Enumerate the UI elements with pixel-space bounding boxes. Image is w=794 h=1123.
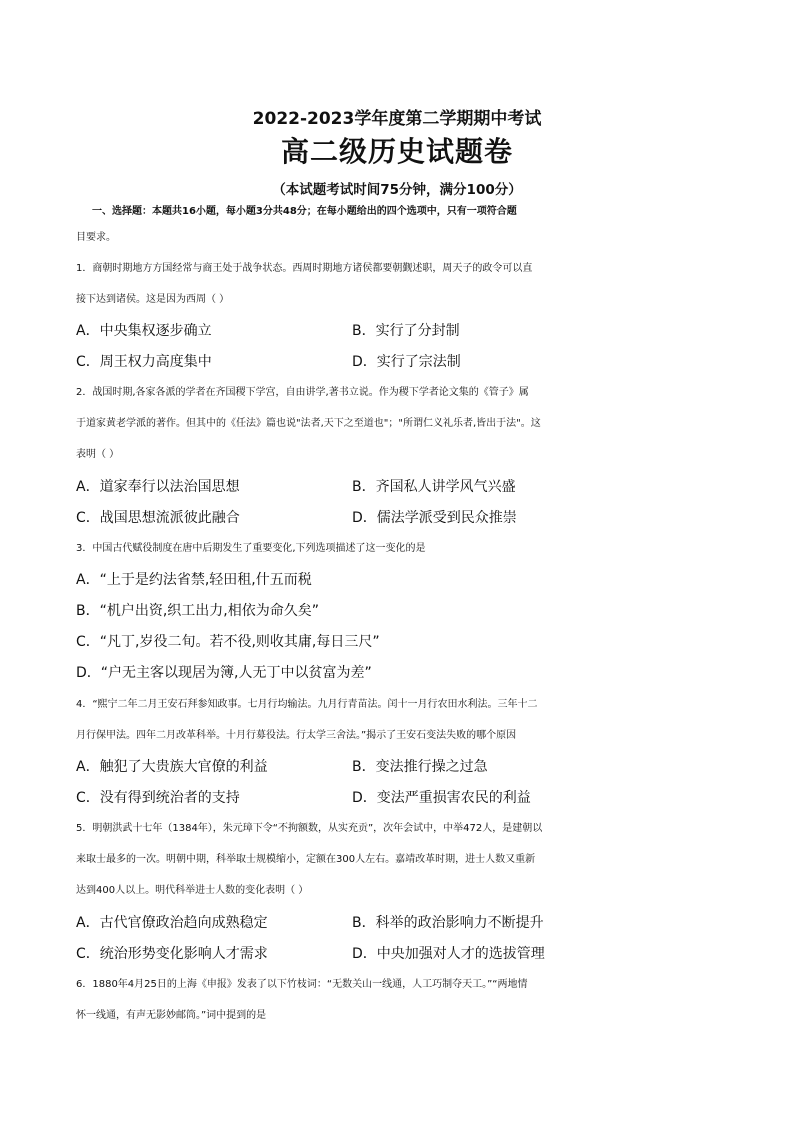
question-5-line-2: 来取士最多的一次。明朝中期，科举取士规模缩小，定额在300人左右。嘉靖改革时期，进士人数又重新 [76, 854, 536, 865]
section-instruction-line-1: 一、选择题：本题共16小题，每小题3分共48分；在每小题给出的四个选项中，只有一项符合题 [92, 206, 517, 217]
question-1-line-1: 1．商朝时期地方方国经常与商王处于战争状态。西周时期地方诸侯都要朝觐述职，周天子的政令可以直 [76, 263, 533, 274]
question-4-line-2: 月行保甲法。四年二月改革科举。十月行募役法。行太学三舍法。”揭示了王安石变法失败的哪个原因 [76, 730, 517, 741]
question-6-line-1: 6．1880年4月25日的上海《申报》发表了以下竹枝词：“无数关山一线通，人工巧制夺天工。”“两地情 [76, 979, 528, 990]
question-1-option-d: D．实行了宗法制 [352, 354, 461, 370]
question-4-option-d: D．变法严重损害农民的利益 [352, 790, 531, 806]
question-3-option-b: B．“机户出资,织工出力,相依为命久矣” [76, 603, 320, 619]
question-3-option-c: C．“凡丁,岁役二旬。若不役,则收其庸,每日三尺” [76, 634, 380, 650]
question-1-line-2: 接下达到诸侯。这是因为西周（ ） [76, 294, 230, 305]
question-5-line-1: 5．明朝洪武十七年（1384年），朱元璋下令“不拘额数，从实充贡”，次年会试中，中举472人，是建朝以 [76, 823, 543, 834]
question-5-line-3: 达到400人以上。明代科举进士人数的变化表明（ ） [76, 885, 309, 896]
exam-subtitle: 高二级历史试题卷 [280, 135, 513, 168]
question-1-option-b: B．实行了分封制 [352, 323, 460, 339]
question-2-option-d: D．儒法学派受到民众推崇 [352, 510, 517, 526]
question-2-option-c: C．战国思想流派彼此融合 [76, 510, 240, 526]
question-2-line-2: 于道家黄老学派的著作。但其中的《任法》篇也说"法者,天下之至道也"；"所谓仁义礼乐者,皆出于法"。这 [76, 418, 541, 429]
question-5-option-c: C．统治形势变化影响人才需求 [76, 946, 268, 962]
question-4-option-b: B．变法推行操之过急 [352, 759, 488, 775]
question-1-option-c: C．周王权力高度集中 [76, 354, 212, 370]
question-2-line-3: 表明（ ） [76, 449, 120, 460]
question-4-option-a: A．触犯了大贵族大官僚的利益 [76, 759, 268, 775]
exam-note: （本试题考试时间75分钟，满分100分） [272, 182, 522, 198]
question-2-option-a: A．道家奉行以法治国思想 [76, 479, 240, 495]
question-6-line-2: 怀一线通，有声无影妙邮筒。”词中提到的是 [76, 1010, 267, 1021]
question-2-option-b: B．齐国私人讲学风气兴盛 [352, 479, 516, 495]
question-2-line-1: 2．战国时期,各家各派的学者在齐国稷下学宫，自由讲学,著书立说。作为稷下学者论文集的《管子》属 [76, 387, 529, 398]
exam-title: 2022-2023学年度第二学期期中考试 [252, 109, 542, 129]
question-3-line-1: 3．中国古代赋役制度在唐中后期发生了重要变化,下列选项描述了这一变化的是 [76, 543, 426, 554]
question-4-line-1: 4．“熙宁二年二月王安石拜参知政事。七月行均输法。九月行青苗法。闰十一月行农田水利法。三年十二 [76, 699, 538, 710]
question-3-option-a: A．“上于是约法省禁,轻田租,什五而税 [76, 572, 312, 588]
question-5-option-a: A．古代官僚政治趋向成熟稳定 [76, 915, 268, 931]
question-4-option-c: C．没有得到统治者的支持 [76, 790, 240, 806]
question-5-option-b: B．科举的政治影响力不断提升 [352, 915, 544, 931]
section-instruction-line-2: 目要求。 [76, 232, 116, 243]
question-5-option-d: D．中央加强对人才的选拔管理 [352, 946, 545, 962]
question-3-option-d: D．“户无主客以现居为簿,人无丁中以贫富为差” [76, 665, 372, 681]
question-1-option-a: A．中央集权逐步确立 [76, 323, 212, 339]
